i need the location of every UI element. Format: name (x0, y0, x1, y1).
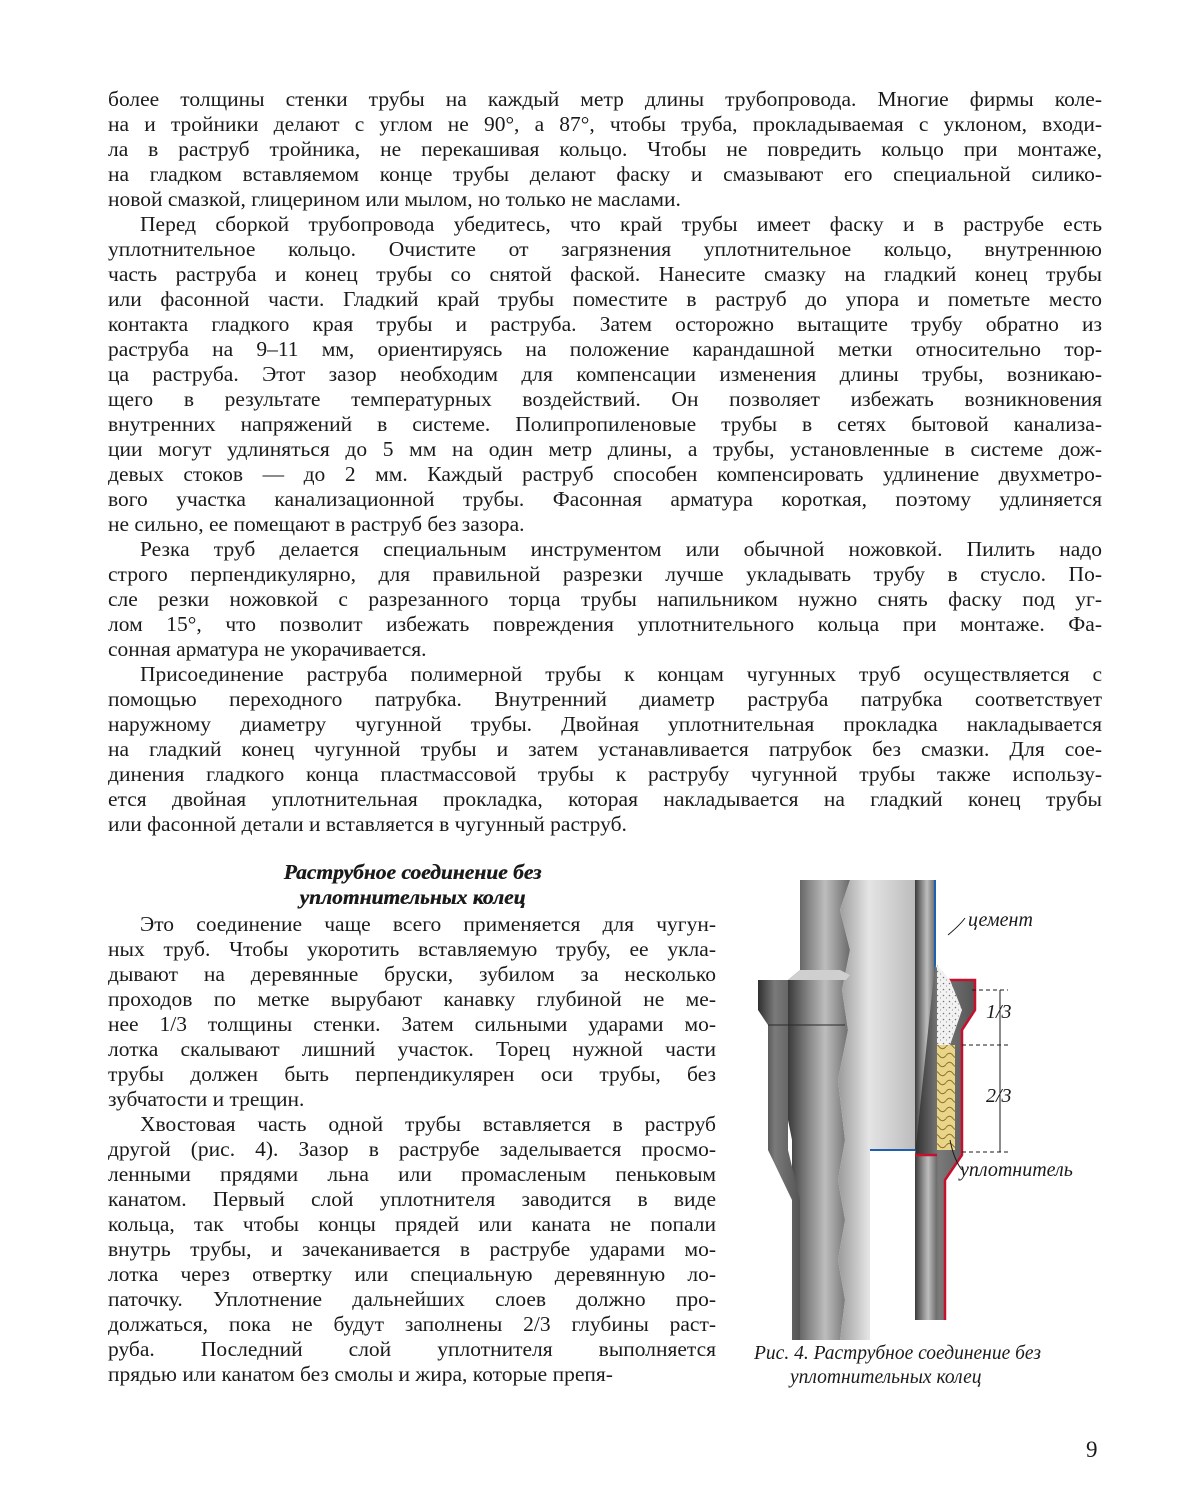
text-line: нее 1/3 толщины стенки. Затем сильными ударами мо- (108, 1012, 716, 1036)
text-line: или фасонной детали и вставляется в чугунный раструб. (108, 812, 627, 836)
text-line: раструба на 9–11 мм, ориентируясь на положение карандашной метки относительно тор- (108, 337, 1102, 361)
paragraph-3 (108, 537, 1102, 662)
one-third-label: 1/3 (986, 1001, 1012, 1023)
paragraph-2 (108, 212, 1102, 537)
figure-caption-line-1: Рис. 4. Раструбное соединение без (754, 1343, 1041, 1364)
text-line: ных труб. Чтобы укоротить вставляемую трубу, ее укла- (108, 937, 716, 961)
text-line: лотка через отвертку или специальную деревянную ло- (108, 1262, 716, 1286)
text-line: прядью или канатом без смолы и жира, которые препя- (108, 1362, 613, 1386)
text-line: руба. Последний слой уплотнителя выполняется (108, 1337, 716, 1361)
text-line: паточку. Уплотнение дальнейших слоев должно про- (108, 1287, 716, 1311)
text-line: вого участка канализационной трубы. Фасонная арматура короткая, поэтому удлиняется (108, 487, 1102, 511)
section-heading (160, 860, 665, 910)
text-line: дывают на деревянные бруски, зубилом за несколько (108, 962, 716, 986)
text-line: ца раструба. Этот зазор необходим для компенсации изменения длины трубы, возникаю- (108, 362, 1102, 386)
text-line: Перед сборкой трубопровода убедитесь, что край трубы имеет фаску и в раструбе есть (140, 212, 1102, 236)
text-line: канатом. Первый слой уплотнителя заводится в виде (108, 1187, 716, 1211)
paragraph-1 (108, 87, 1102, 212)
socket-joint-figure (750, 880, 1110, 1340)
text-line: внутрь трубы, и зачеканивается в раструбе ударами мо- (108, 1237, 716, 1261)
text-line: контакта гладкого края трубы и раструба. Затем осторожно вытащите трубу обратно из (108, 312, 1102, 336)
text-line: наружному диаметру чугунной трубы. Двойная уплотнительная прокладка накладывается (108, 712, 1102, 736)
text-line: не сильно, ее помещают в раструб без зазора. (108, 512, 525, 536)
sealant-layer (937, 1045, 955, 1150)
paragraph-5 (108, 912, 716, 1112)
text-line: лотка скалывают лишний участок. Торец нужной части (108, 1037, 716, 1061)
text-line: кольца, так чтобы концы прядей или каната не попали (108, 1212, 716, 1236)
text-line: ется двойная уплотнительная прокладка, которая накладывается на гладкий конец трубы (108, 787, 1102, 811)
text-line: сонная арматура не укорачивается. (108, 637, 427, 661)
paragraph-4 (108, 662, 1102, 837)
text-line: девых стоков — до 2 мм. Каждый раструб способен компенсировать удлинение двухметро- (108, 462, 1102, 486)
text-line: или фасонной части. Гладкий край трубы поместите в раструб до упора и пометьте место (108, 287, 1102, 311)
text-line: лом 15°, что позволит избежать повреждения уплотнительного кольца при монтаже. Фа- (108, 612, 1102, 636)
text-line: Это соединение чаще всего применяется для чугун- (140, 912, 716, 936)
text-line: проходов по метке вырубают канавку глубиной не ме- (108, 987, 716, 1011)
text-line: на гладкий конец чугунной трубы и затем устанавливается патрубок без смазки. Для сое- (108, 737, 1102, 761)
text-line: более толщины стенки трубы на каждый метр длины трубопровода. Многие фирмы коле- (108, 87, 1102, 111)
text-line: Резка труб делается специальным инструментом или обычной ножовкой. Пилить надо (140, 537, 1102, 561)
section-heading-line-1: Раструбное соединение без (283, 860, 542, 884)
text-line: строго перпендикулярно, для правильной разрезки лучше укладывать трубу в стусло. По- (108, 562, 1102, 586)
text-line: динения гладкого конца пластмассовой трубы к раструбу чугунной трубы также использу- (108, 762, 1102, 786)
text-line: часть раструба и конец трубы со снятой фаской. Нанесите смазку на гладкий конец трубы (108, 262, 1102, 286)
text-line: должаться, пока не будут заполнены 2/3 глубины раст- (108, 1312, 716, 1336)
figure-caption-line-2: уплотнительных колец (790, 1367, 982, 1388)
text-line: Хвостовая часть одной трубы вставляется в раструб (140, 1112, 716, 1136)
two-thirds-label: 2/3 (986, 1085, 1012, 1107)
text-line: уплотнительное кольцо. Очистите от загрязнения уплотнительное кольцо, внутреннюю (108, 237, 1102, 261)
section-heading-line-2: уплотнительных колец (299, 885, 526, 909)
text-line: щего в результате температурных воздействий. Он позволяет избежать возникновения (108, 387, 1102, 411)
page-number: 9 (1086, 1437, 1098, 1462)
sealant-label: уплотнитель (960, 1159, 1073, 1181)
text-line: зубчатости и трещин. (108, 1087, 305, 1111)
text-line: ции могут удлиняться до 5 мм на один метр длины, а трубы, установленные в системе дож- (108, 437, 1102, 461)
text-line: ленными прядями льна или промасленым пеньковым (108, 1162, 716, 1186)
paragraph-6 (108, 1112, 716, 1387)
text-line: другой (рис. 4). Зазор в раструбе заделывается просмо- (108, 1137, 716, 1161)
text-line: сле резки ножовкой с разрезанного торца трубы напильником нужно снять фаску под уг- (108, 587, 1102, 611)
text-line: новой смазкой, глицерином или мылом, но только не маслами. (108, 187, 681, 211)
text-line: на и тройники делают с углом не 90°, а 87°, чтобы труба, прокладываемая с уклоном, входи- (108, 112, 1102, 136)
text-line: внутренних напряжений в системе. Полипропиленовые трубы в сетях бытовой канализа- (108, 412, 1102, 436)
text-line: на гладком вставляемом конце трубы делают фаску и смазывают его специальной силико- (108, 162, 1102, 186)
cement-label: цемент (968, 909, 1033, 931)
text-line: ла в раструб тройника, не перекашивая кольцо. Чтобы не повредить кольцо при монтаже, (108, 137, 1102, 161)
text-line: Присоединение раструба полимерной трубы к концам чугунных труб осуществляется с (140, 662, 1102, 686)
text-line: помощью переходного патрубка. Внутренний диаметр раструба патрубка соответствует (108, 687, 1102, 711)
figure-caption (754, 1342, 1114, 1390)
text-line: трубы должен быть перпендикулярен оси трубы, без (108, 1062, 716, 1086)
